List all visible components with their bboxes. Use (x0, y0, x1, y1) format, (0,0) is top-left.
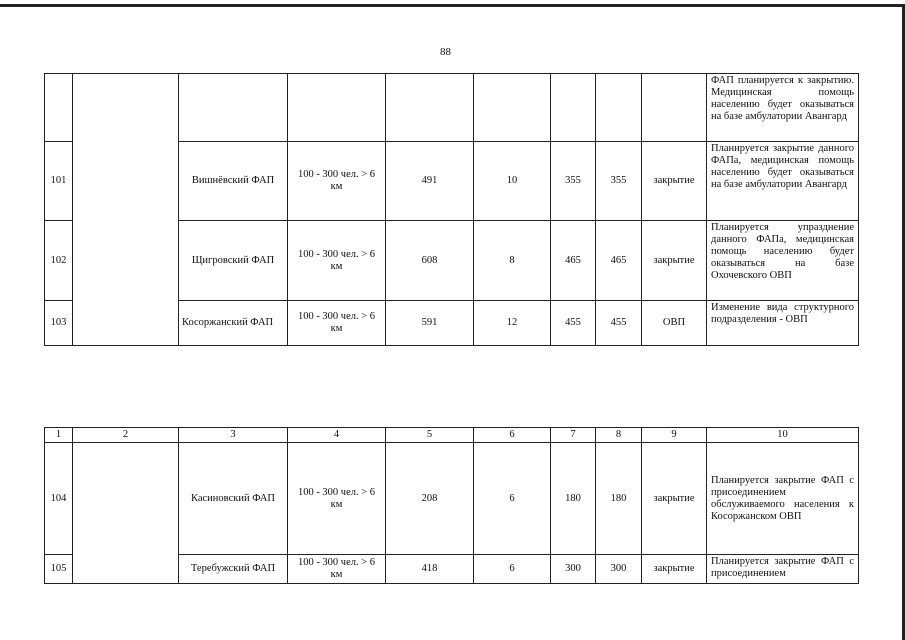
note-cell: Планируется закрытие ФАП с присоединением обслуживаемого населения к Косоржанском ОВП (707, 443, 859, 555)
column-header: 3 (179, 428, 288, 443)
col7-value: 355 (551, 142, 596, 221)
note-cell: ФАП планируется к закрытию. Медицинская помощь населению будет оказываться на базе амбулатории Авангард (707, 74, 859, 142)
fap-table (44, 427, 859, 584)
action-value: закрытие (642, 142, 707, 221)
note-cell: Планируется закрытие ФАП с присоединением (707, 555, 859, 584)
table-header-row (45, 428, 859, 443)
row-number: 105 (45, 555, 73, 584)
action-value: ОВП (642, 301, 707, 346)
note-cell: Планируется закрытие данного ФАПа, медицинская помощь населению будет оказываться на базе амбулатории Авангард (707, 142, 859, 221)
column-header: 1 (45, 428, 73, 443)
fap-name: Теребужский ФАП (179, 555, 288, 584)
column-header: 7 (551, 428, 596, 443)
population-category: 100 - 300 чел. > 6 км (288, 443, 386, 555)
row-number: 104 (45, 443, 73, 555)
fap-name: Косоржанский ФАП (179, 301, 288, 346)
col6-value: 6 (474, 555, 551, 584)
column-header: 10 (707, 428, 859, 443)
column-header: 5 (386, 428, 474, 443)
population-category: 100 - 300 чел. > 6 км (288, 142, 386, 221)
col8-value: 455 (596, 301, 642, 346)
fap-name: Щигровский ФАП (179, 221, 288, 301)
col6-value: 10 (474, 142, 551, 221)
column-header: 6 (474, 428, 551, 443)
column-header: 8 (596, 428, 642, 443)
col7-value: 455 (551, 301, 596, 346)
col7-value: 465 (551, 221, 596, 301)
col7-value: 300 (551, 555, 596, 584)
fap-name: Вишнёвский ФАП (179, 142, 288, 221)
action-value: закрытие (642, 221, 707, 301)
action-value: закрытие (642, 443, 707, 555)
col5-value: 418 (386, 555, 474, 584)
row-number: 101 (45, 142, 73, 221)
population-category: 100 - 300 чел. > 6 км (288, 555, 386, 584)
column-header: 4 (288, 428, 386, 443)
table-row (45, 74, 859, 142)
table-row (45, 443, 859, 555)
page-number: 88 (440, 46, 451, 58)
col5-value: 591 (386, 301, 474, 346)
col8-value: 355 (596, 142, 642, 221)
row-number: 103 (45, 301, 73, 346)
col8-value: 300 (596, 555, 642, 584)
col8-value: 180 (596, 443, 642, 555)
note-cell: Планируется упразднение данного ФАПа, медицинская помощь населению будет оказываться на базе Охочевского ОВП (707, 221, 859, 301)
page-top-border (0, 4, 905, 7)
district-cell (73, 74, 179, 346)
col6-value: 6 (474, 443, 551, 555)
column-header: 9 (642, 428, 707, 443)
fap-table-continued (44, 73, 859, 346)
population-category: 100 - 300 чел. > 6 км (288, 221, 386, 301)
col8-value: 465 (596, 221, 642, 301)
col5-value: 491 (386, 142, 474, 221)
col7-value: 180 (551, 443, 596, 555)
col6-value: 8 (474, 221, 551, 301)
note-cell: Изменение вида структурного подразделения - ОВП (707, 301, 859, 346)
col5-value: 608 (386, 221, 474, 301)
district-cell (73, 443, 179, 584)
population-category: 100 - 300 чел. > 6 км (288, 301, 386, 346)
col5-value: 208 (386, 443, 474, 555)
action-value: закрытие (642, 555, 707, 584)
row-number: 102 (45, 221, 73, 301)
col6-value: 12 (474, 301, 551, 346)
column-header: 2 (73, 428, 179, 443)
fap-name: Касиновский ФАП (179, 443, 288, 555)
